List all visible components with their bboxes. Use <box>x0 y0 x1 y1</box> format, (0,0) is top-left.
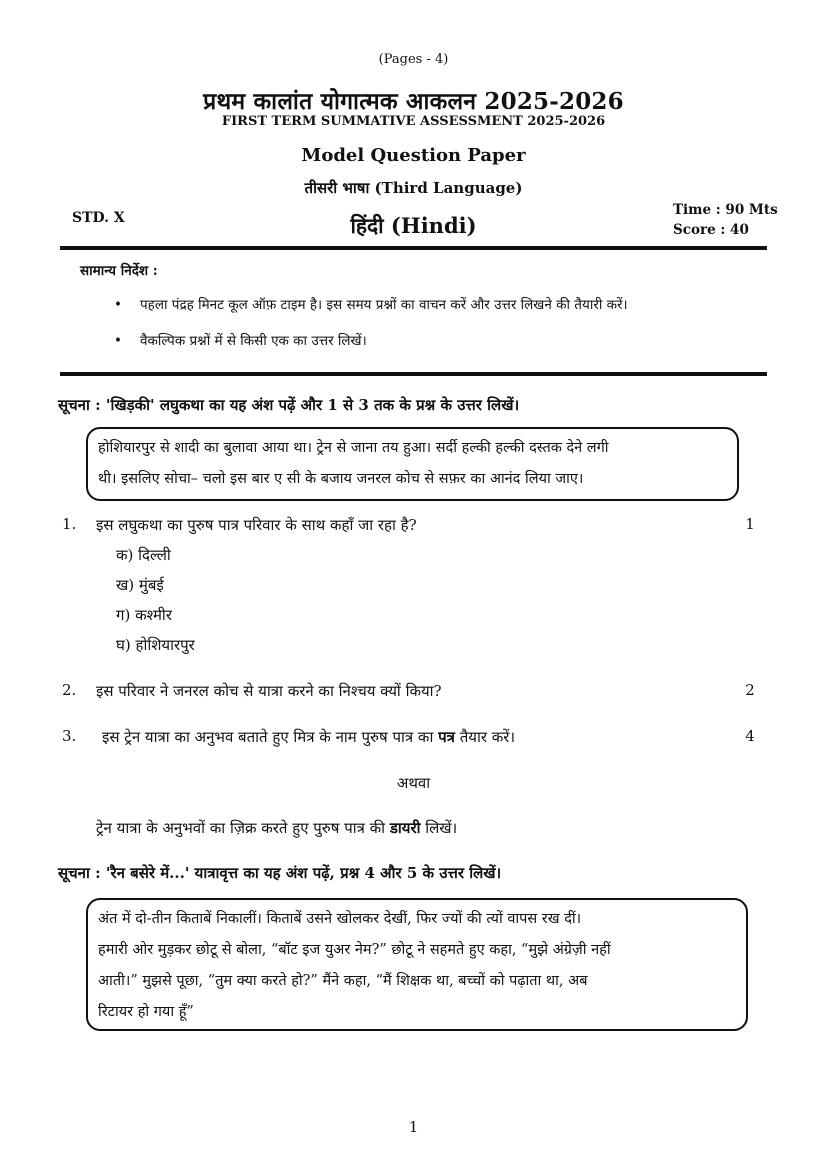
option-d: घ) होशियारपुर <box>116 636 195 654</box>
question-marks-3: 4 <box>745 727 755 745</box>
question-text-part: तैयार करें। <box>454 728 516 746</box>
passage-line: होशियारपुर से शादी का बुलावा आया था। ट्रेन से जाना तय हुआ। सर्दी हल्की हल्की दस्तक देने लगी <box>98 440 609 456</box>
option-b: ख) मुंबई <box>116 576 164 594</box>
passage-box-2 <box>86 898 748 1031</box>
question-text-part: इस ट्रेन यात्रा का अनुभव बताते हुए मित्र के नाम पुरुष पात्र का <box>102 728 439 746</box>
question-marks-2: 2 <box>745 681 755 699</box>
question-text-3 <box>102 727 515 747</box>
passage-line: थी। इसलिए सोचा– चलो इस बार ए सी के बजाय जनरल कोच से सफ़र का आनंद लिया जाए। <box>98 471 584 487</box>
section1-notice: सूचना : 'खिड़की' लघुकथा का यह अंश पढ़ें और 1 से 3 तक के प्रश्न के उत्तर लिखें। <box>58 396 520 414</box>
question-text-2: इस परिवार ने जनरल कोच से यात्रा करने का निश्चय क्यों किया? <box>96 682 442 700</box>
instruction-item <box>114 295 628 313</box>
score-label: Score : 40 <box>673 222 749 238</box>
passage-line: हमारी ओर मुड़कर छोटू से बोला, “बॉट इज युअर नेम?” छोटू ने सहमते हुए कहा, “मुझे अंग्रेज़ी नहीं <box>98 942 611 958</box>
instruction-text: पहला पंद्रह मिनट कूल ऑफ़ टाइम है। इस समय प्रश्नों का वाचन करें और उत्तर लिखने की तैयारी करें। <box>140 297 628 313</box>
instructions-heading: सामान्य निर्देश : <box>80 263 158 279</box>
question-text-1: इस लघुकथा का पुरुष पात्र परिवार के साथ कहाँ जा रहा है? <box>96 516 417 534</box>
passage-line: आती।” मुझसे पूछा, “तुम क्या करते हो?” मैंने कहा, “मैं शिक्षक था, बच्चों को पढ़ाता था, अब <box>98 973 588 989</box>
page-count: (Pages - 4) <box>378 52 449 67</box>
std-label: STD. X <box>72 210 125 226</box>
bullet-icon: • <box>114 333 122 349</box>
header-divider <box>60 246 767 250</box>
alternative-question <box>96 818 457 838</box>
question-text-part: ट्रेन यात्रा के अनुभवों का ज़िक्र करते हुए पुरुष पात्र की <box>96 819 390 837</box>
bullet-icon: • <box>114 297 122 313</box>
option-c: ग) कश्मीर <box>116 606 172 624</box>
passage-line: अंत में दो-तीन किताबें निकालीं। किताबें उसने खोलकर देखीं, फिर ज्यों की त्यों वापस रख दीं। <box>98 911 582 927</box>
instruction-item <box>114 331 367 349</box>
passage-box-1 <box>86 427 739 501</box>
question-emphasis: डायरी <box>389 819 421 837</box>
instruction-text: वैकल्पिक प्रश्नों में से किसी एक का उत्तर लिखें। <box>140 333 367 349</box>
question-marks-1: 1 <box>745 515 755 533</box>
question-emphasis: पत्र <box>438 728 455 746</box>
language-label: तीसरी भाषा (Third Language) <box>304 179 523 197</box>
paper-type: Model Question Paper <box>301 145 526 166</box>
or-label: अथवा <box>396 774 431 792</box>
time-label: Time : 90 Mts <box>673 202 778 218</box>
option-a: क) दिल्ली <box>116 546 171 564</box>
subject-title: हिंदी (Hindi) <box>350 213 477 238</box>
question-number-3: 3. <box>62 727 77 745</box>
question-number-1: 1. <box>62 515 77 533</box>
passage-line: रिटायर हो गया हूँ” <box>98 1004 194 1020</box>
question-text-part: लिखें। <box>420 819 458 837</box>
time-score-block <box>673 200 778 240</box>
section2-notice: सूचना : 'रैन बसेरे में...' यात्रावृत्त का यह अंश पढ़ें, प्रश्न 4 और 5 के उत्तर लिखें। <box>58 864 502 882</box>
page-number: 1 <box>408 1118 419 1136</box>
instructions-divider <box>60 372 767 376</box>
exam-title-hindi: प्रथम कालांत योगात्मक आकलन 2025-2026 <box>203 88 624 115</box>
exam-title-english: FIRST TERM SUMMATIVE ASSESSMENT 2025-2026 <box>221 114 606 129</box>
question-number-2: 2. <box>62 681 77 699</box>
